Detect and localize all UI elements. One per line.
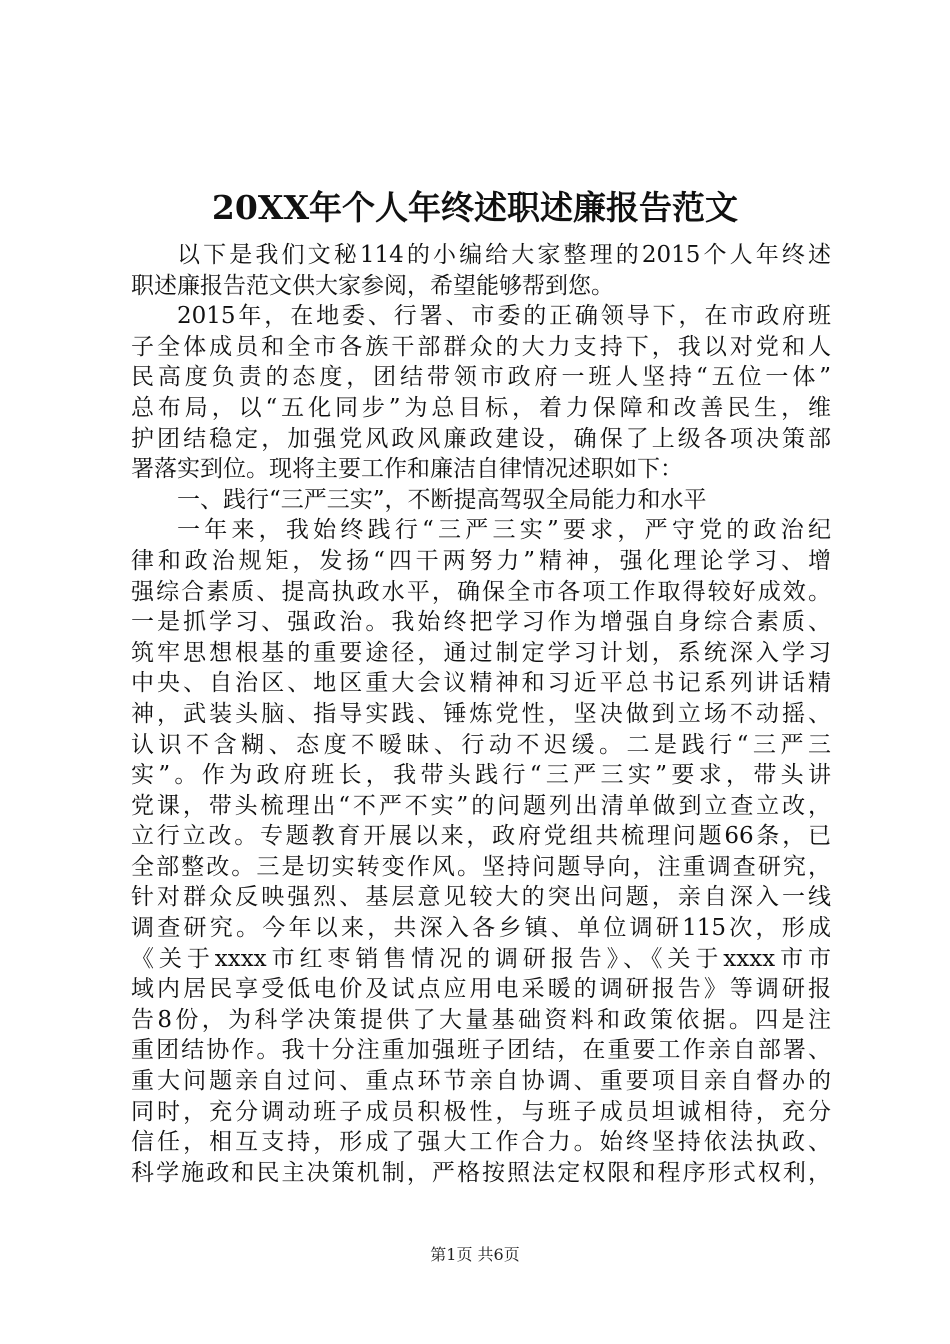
paragraph-line: 《关于xxxx市红枣销售情况的调研报告》、《关于xxxx市市 xyxy=(131,945,831,972)
paragraph-line: 2015年，在地委、行署、市委的正确领导下，在市政府班 xyxy=(177,303,831,330)
paragraph-line: 署落实到位。现将主要工作和廉洁自律情况述职如下： xyxy=(131,456,683,483)
paragraph-line: 实”。作为政府班长，我带头践行“三严三实”要求，带头讲 xyxy=(131,762,831,789)
paragraph-line: 以下是我们文秘114的小编给大家整理的2015个人年终述 xyxy=(177,242,831,268)
paragraph-line: 筑牢思想根基的重要途径，通过制定学习计划，系统深入学习 xyxy=(131,639,831,666)
document-title: 20XX年个人年终述职述廉报告范文 xyxy=(211,188,739,227)
paragraph-line: 党课，带头梳理出“不严不实”的问题列出清单做到立查立改， xyxy=(131,792,831,819)
paragraph-line: 科学施政和民主决策机制，严格按照法定权限和程序形式权利， xyxy=(131,1159,831,1186)
page-footer: 第1页 共6页 xyxy=(430,1245,520,1264)
paragraph-line: 信任，相互支持，形成了强大工作合力。始终坚持依法执政、 xyxy=(131,1129,831,1156)
paragraph-line: 域内居民享受低电价及试点应用电采暖的调研报告》等调研报 xyxy=(131,976,831,1003)
paragraph-line: 立行立改。专题教育开展以来，政府党组共梳理问题66条，已 xyxy=(131,823,831,850)
paragraph-line: 护团结稳定，加强党风政风廉政建设，确保了上级各项决策部 xyxy=(131,425,831,452)
paragraph-line: 子全体成员和全市各族干部群众的大力支持下，我以对党和人 xyxy=(131,333,831,360)
paragraph-line: 全部整改。三是切实转变作风。坚持问题导向，注重调查研究， xyxy=(131,853,831,880)
document-body xyxy=(131,240,831,1188)
paragraph-line: 认识不含糊、态度不暧昧、行动不迟缓。二是践行“三严三 xyxy=(131,731,831,758)
paragraph-line: 总布局，以“五化同步”为总目标，着力保障和改善民生，维 xyxy=(131,394,831,421)
paragraph-line: 重团结协作。我十分注重加强班子团结，在重要工作亲自部署、 xyxy=(131,1037,831,1064)
paragraph-line: 民高度负责的态度，团结带领市政府一班人坚持“五位一体” xyxy=(131,364,831,391)
paragraph-line: 一是抓学习、强政治。我始终把学习作为增强自身综合素质、 xyxy=(131,609,831,636)
paragraph-line: 律和政治规矩，发扬“四干两努力”精神，强化理论学习、增 xyxy=(131,547,831,574)
paragraph-line: 同时，充分调动班子成员积极性，与班子成员坦诚相待，充分 xyxy=(131,1098,831,1125)
paragraph-line: 调查研究。今年以来，共深入各乡镇、单位调研115次，形成 xyxy=(131,915,831,942)
paragraph-line: 一年来，我始终践行“三严三实”要求，严守党的政治纪 xyxy=(177,517,831,544)
section-heading: 一、践行“三严三实”，不断提高驾驭全局能力和水平 xyxy=(177,486,707,513)
paragraph-line: 强综合素质、提高执政水平，确保全市各项工作取得较好成效。 xyxy=(131,578,831,605)
paragraph-line: 神，武装头脑、指导实践、锤炼党性，坚决做到立场不动摇、 xyxy=(131,700,831,727)
paragraph-line: 中央、自治区、地区重大会议精神和习近平总书记系列讲话精 xyxy=(131,670,831,697)
paragraph-line: 告8份，为科学决策提供了大量基础资料和政策依据。四是注 xyxy=(131,1006,831,1033)
paragraph-line: 针对群众反映强烈、基层意见较大的突出问题，亲自深入一线 xyxy=(131,884,831,911)
paragraph-line: 重大问题亲自过问、重点环节亲自协调、重要项目亲自督办的 xyxy=(131,1068,831,1095)
paragraph-line: 职述廉报告范文供大家参阅，希望能够帮到您。 xyxy=(131,272,614,299)
